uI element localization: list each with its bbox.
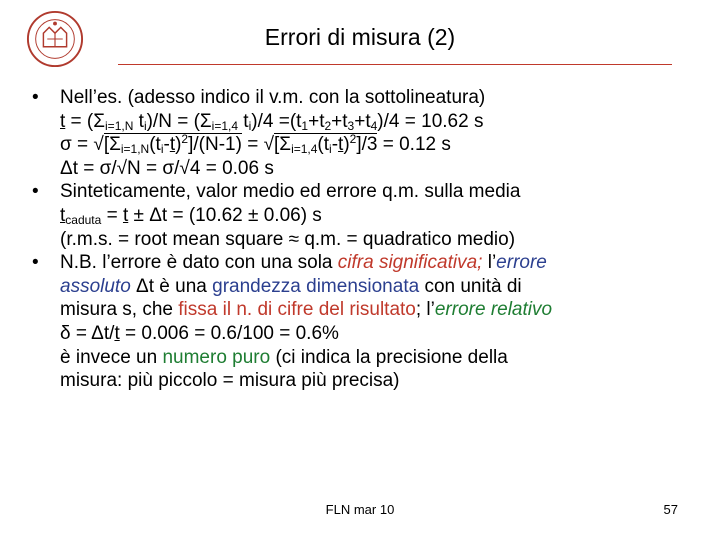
- bullet-2-text: Sinteticamente, valor medio ed errore q.m. sulla media: [60, 181, 521, 203]
- bullet-dot: •: [32, 252, 39, 274]
- bullet-3-line-3: misura s, che fissa il n. di cifre del risultato; l’errore relativo: [60, 299, 553, 321]
- bullet-1: [32, 86, 702, 110]
- delta-t-formula: Δt = σ/√N = σ/√4 = 0.06 s: [60, 157, 274, 179]
- title-divider: [118, 64, 672, 65]
- bullet-3-line-5: è invece un numero puro (ci indica la precisione della: [60, 346, 508, 368]
- slide-title: Errori di misura (2): [264, 24, 456, 50]
- page-number: 57: [663, 502, 678, 517]
- bullet-3-line-2: assoluto Δt è una grandezza dimensionata con unità di: [60, 275, 522, 297]
- slide-content: [32, 86, 702, 393]
- bullet-dot: •: [32, 87, 39, 108]
- bullet-3-line-6: misura: più piccolo = misura più precisa): [60, 370, 400, 392]
- bullet-2: [32, 180, 702, 204]
- footer-text: FLN mar 10: [325, 502, 395, 517]
- bullet-dot: •: [32, 181, 39, 203]
- rms-note: (r.m.s. = root mean square ≈ q.m. = quadratico medio): [60, 228, 516, 250]
- relative-error-formula: δ = Δt/t = 0.006 = 0.6/100 = 0.6%: [60, 322, 339, 344]
- result-formula: $t_{caduta} = t \pm \Delta t = (10.62 \pm 0.06)$ s: [60, 204, 322, 227]
- mean-formula: $t = (\Sigma_{i=1,N}$ $t_i)/N = (\Sigma_{i=1,4}$ $t_i)/4 =(t_1+t_2+t_3+t_4)/4 = 10.62$ s: [60, 110, 484, 133]
- bullet-1-text: Nell’es. (adesso indico il v.m. con la sottolineatura): [60, 87, 486, 108]
- sigma-formula: $\sigma = √[\Sigma_{i=1,N}(t_i-t)^2]/(N-1) = √[\Sigma_{i=1,4}(t_i-t)^2]/3 = 0.12$ s: [60, 132, 451, 157]
- bullet-3: • N.B. l’errore è dato con una sola cifra significativa; l’errore: [32, 252, 547, 274]
